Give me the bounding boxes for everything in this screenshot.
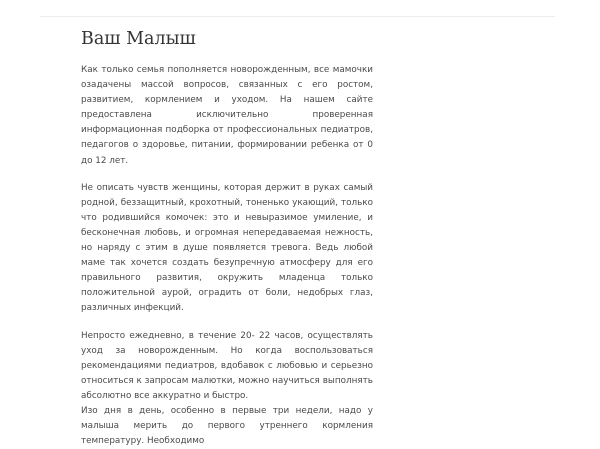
page-title: Ваш Малыш — [81, 29, 196, 49]
article-paragraph-1: Как только семья пополняется новорожденным, все мамочки озадачены массой вопросов, связанных с его ростом, развитием, кормлением и уходом. На нашем сайте предоставлена исключительно проверенная информационная подборка от профессиональных педиатров, педагогов о здоровье, питании, формировании ребенка от 0 до 12 лет. — [81, 65, 373, 166]
article — [81, 22, 373, 449]
header-divider — [40, 16, 555, 17]
article-paragraph-4: Изо дня в день, особенно в первые три недели, надо у малыша мерить до первого утреннего кормления температуру. Необходимо — [81, 405, 373, 447]
article-paragraph-3: Непросто ежедневно, в течение 20- 22 часов, осуществлять уход за новорожденным. Но когда воспользоваться рекомендациями педиатров, вдобавок с любовью и серьезно относиться к запросам малютки, можно научиться выполнять абсолютно все аккуратно и быстро. — [81, 330, 373, 401]
article-paragraph-2: Не описать чувств женщины, которая держит в руках самый родной, беззащитный, крохотный, тоненько укающий, только что родившийся комочек: это и невыразимое умиление, и бесконечная любовь, и огромная непередаваемая нежность, но наряду с этим в душе появляется тревога. Ведь любой маме так хочется создать безупречную атмосферу для его правильного развития, окружить младенца только положительной аурой, оградить от боли, недобрых глаз, различных инфекций. — [81, 182, 373, 314]
